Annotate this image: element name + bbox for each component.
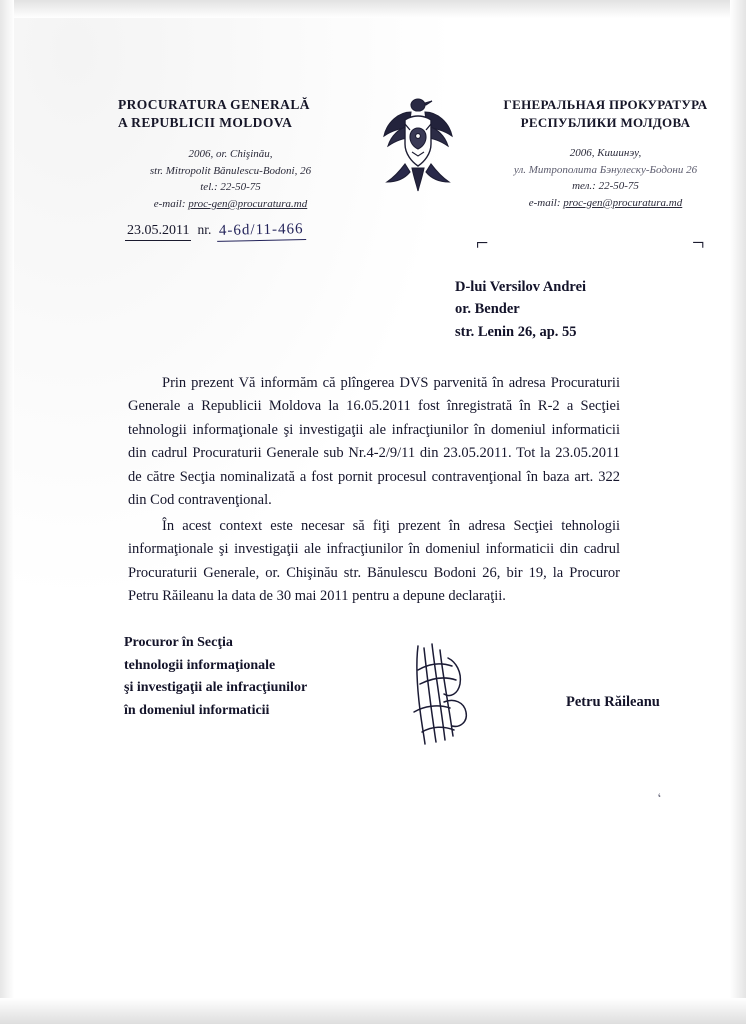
organization-title-ru <box>493 96 718 131</box>
organization-title-ru-line2: РЕСПУБЛИКИ МОЛДОВА <box>520 114 691 130</box>
address-ro-city: 2006, or. Chişinău, <box>188 148 273 161</box>
scan-edge-right <box>730 0 746 1024</box>
email-label-ru: e-mail: <box>528 196 561 209</box>
address-ru-street: ул. Митрополита Бэнулеску-Бодони 26 <box>513 163 698 176</box>
address-ro-email-row <box>118 196 343 213</box>
body-paragraph-2: În acest context este necesar să fiţi prezent în adresa Secţiei tehnologii informaţionale şi investigaţii ale infracţiunilor în domeniul informaticii din cadrul Procuraturii Generale, or. Chişinău str. Bănulescu Bodoni 26, bir 19, la Procuror Petru Răileanu la data de 30 mai 2011 pentru a depune declaraţii. <box>128 517 620 605</box>
scan-edge-left <box>0 0 14 1024</box>
scan-edge-top <box>0 0 746 18</box>
address-ro-phone: tel.: 22-50-75 <box>200 181 261 194</box>
organization-title-ro-line1: PROCURATURA GENERALĂ <box>118 97 310 112</box>
addressee-street: str. Lenin 26, ap. 55 <box>455 323 577 340</box>
organization-title-ru-line1: ГЕНЕРАЛЬНАЯ ПРОКУРАТУРА <box>503 97 708 112</box>
signer-name: Petru Răileanu <box>566 694 660 710</box>
address-ru-city: 2006, Кишинэу, <box>569 147 642 160</box>
stray-pen-mark: ʻ <box>655 789 665 806</box>
organization-address-ru <box>493 145 718 211</box>
registration-nr-label: nr. <box>197 222 212 237</box>
signature-title-line2: tehnologii informaţionale <box>124 657 276 673</box>
bracket-left-mark: ⌐ <box>476 230 489 255</box>
registration-line <box>125 222 306 241</box>
letterhead-russian <box>493 96 718 211</box>
body-paragraph-1: Prin prezent Vă informăm că plîngerea DVS parvenită în adresa Procuraturii Generale a Republicii Moldova la 16.05.2011 fost înregistrată în R-2 a Secţiei tehnologii informaţionale şi investigaţii ale infracţiunilor în domeniul informaticii din cadrul Procuraturii Generale sub Nr.4-2/9/11 din 23.05.2011. Tot la 23.05.2011 de către Secţia nominalizată a fost pornit procesul contravenţional în baza art. 322 din Cod contravenţional. <box>128 375 620 509</box>
signature-title-line1: Procuror în Secţia <box>124 635 233 650</box>
addressee-name: D-lui Versilov Andrei <box>455 279 587 295</box>
signature-title-line3: şi investigaţii ale infracţiunilor <box>124 680 308 696</box>
organization-title-ro <box>118 96 343 132</box>
letterhead-romanian <box>118 96 343 212</box>
address-ru-phone: тел.: 22-50-75 <box>572 180 639 193</box>
letter-body <box>128 372 620 609</box>
address-ro-street: str. Mitropolit Bănulescu-Bodoni, 26 <box>149 164 312 177</box>
addressee-city: or. Bender <box>455 301 520 318</box>
address-ru-email-row <box>493 195 718 212</box>
scan-edge-bottom <box>0 998 746 1024</box>
registration-date: 23.05.2011 <box>125 223 191 241</box>
signature-title-block <box>124 632 307 723</box>
addressee-block <box>455 276 586 343</box>
coat-of-arms-icon <box>379 92 457 197</box>
organization-title-ro-line2: A REPUBLICII MOLDOVA <box>118 115 293 131</box>
email-value-ru[interactable]: proc-gen@procuratura.md <box>563 196 683 209</box>
handwritten-signature <box>404 640 490 752</box>
bracket-right-mark: ¬ <box>692 230 705 255</box>
letterhead <box>118 96 718 212</box>
registration-nr-value: 4-6d/11-466 <box>217 221 306 242</box>
signature-title-line4: în domeniul informaticii <box>124 703 270 719</box>
organization-address-ro <box>118 146 343 212</box>
email-label-ro: e-mail: <box>153 197 186 210</box>
email-value-ro[interactable]: proc-gen@procuratura.md <box>188 197 308 210</box>
